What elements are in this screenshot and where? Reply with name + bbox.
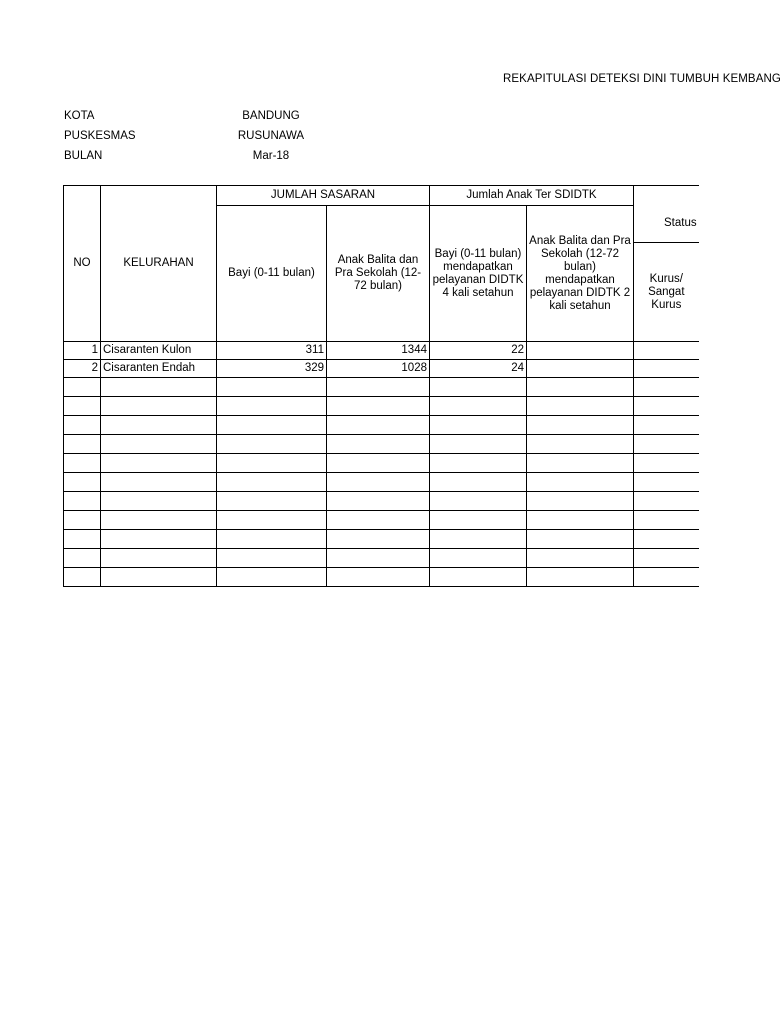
cell-anak-didtk xyxy=(527,360,634,378)
header-jumlah-sasaran: JUMLAH SASARAN xyxy=(217,186,430,206)
cell-kelurahan: Cisaranten Kulon xyxy=(101,342,217,360)
table-row xyxy=(64,473,699,492)
table-row xyxy=(64,360,699,378)
header-no: NO xyxy=(64,186,101,342)
cell-no: 1 xyxy=(64,342,101,360)
table-row xyxy=(64,397,699,416)
header-kurus: Kurus/ Sangat Kurus xyxy=(634,243,699,342)
recap-table xyxy=(63,185,699,587)
header-kelurahan: KELURAHAN xyxy=(101,186,217,342)
header-anak-didtk: Anak Balita dan Pra Sekolah (12-72 bulan) mendapatkan pelayanan DIDTK 2 kali setahun xyxy=(527,206,634,342)
meta-value-puskesmas: RUSUNAWA xyxy=(237,130,305,142)
cell-bayi-didtk: 22 xyxy=(430,342,527,360)
table-row xyxy=(64,435,699,454)
table-row xyxy=(64,530,699,549)
document-title: REKAPITULASI DETEKSI DINI TUMBUH KEMBANG xyxy=(503,73,781,85)
meta-label-kota: KOTA xyxy=(64,110,95,122)
header-bayi-didtk: Bayi (0-11 bulan) mendapatkan pelayanan DIDTK 4 kali setahun xyxy=(430,206,527,342)
meta-value-kota: BANDUNG xyxy=(242,110,300,122)
cell-bayi: 311 xyxy=(217,342,327,360)
cell-anak: 1028 xyxy=(327,360,430,378)
cell-anak-didtk xyxy=(527,342,634,360)
table-row xyxy=(64,416,699,435)
header-anak-balita: Anak Balita dan Pra Sekolah (12-72 bulan) xyxy=(327,206,430,342)
meta-label-bulan: BULAN xyxy=(64,150,103,162)
header-bayi: Bayi (0-11 bulan) xyxy=(217,206,327,342)
cell-kurus xyxy=(634,342,699,360)
meta-value-bulan: Mar-18 xyxy=(252,150,290,162)
meta-label-puskesmas: PUSKESMAS xyxy=(64,130,136,142)
cell-kelurahan: Cisaranten Endah xyxy=(101,360,217,378)
table-row xyxy=(64,378,699,397)
table-row xyxy=(64,492,699,511)
table-row xyxy=(64,568,699,587)
header-status-top xyxy=(634,186,699,206)
cell-bayi: 329 xyxy=(217,360,327,378)
cell-anak: 1344 xyxy=(327,342,430,360)
cell-bayi-didtk: 24 xyxy=(430,360,527,378)
table-row xyxy=(64,342,699,360)
header-status: Status xyxy=(634,206,699,243)
cell-kurus xyxy=(634,360,699,378)
cell-no: 2 xyxy=(64,360,101,378)
table-row xyxy=(64,549,699,568)
header-jumlah-anak-ter-sdidtk: Jumlah Anak Ter SDIDTK xyxy=(430,186,634,206)
table-row xyxy=(64,511,699,530)
table-row xyxy=(64,454,699,473)
